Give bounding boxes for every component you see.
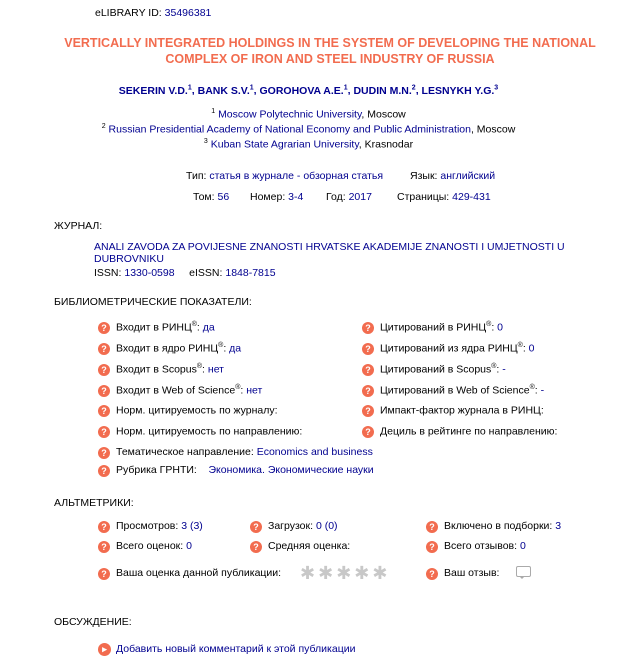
- your-rating-label: Ваша оценка данной публикации:: [116, 567, 282, 579]
- help-icon[interactable]: ?: [250, 541, 262, 553]
- author-link[interactable]: BANK S.V.$^1$: [197, 84, 254, 97]
- help-icon[interactable]: ?: [98, 426, 110, 438]
- help-icon[interactable]: ?: [98, 385, 110, 397]
- downloads: Загрузок: 0 (0): [268, 520, 338, 532]
- help-icon[interactable]: ?: [98, 322, 110, 334]
- biblio-indicator: Дециль в рейтинге по направлению:: [380, 425, 558, 438]
- biblio-indicator: Входит в РИНЦ®: да: [116, 321, 215, 334]
- article-language: Язык: английский: [410, 170, 496, 182]
- authors-list: SEKERIN V.D.$^1$, BANK S.V.$^1$, GOROHOVA A.E.$^1$, DUDIN M.N.$^2$, LESNYKH Y.G.$^3$: [118, 84, 499, 97]
- indicator-value[interactable]: 0: [497, 321, 503, 334]
- altmetrics-heading: АЛЬТМЕТРИКИ:: [54, 497, 134, 509]
- biblio-indicator: Норм. цитируемость по направлению:: [116, 425, 303, 438]
- ratings-count: Всего оценок: 0: [116, 540, 192, 552]
- indicator-value[interactable]: нет: [246, 384, 263, 397]
- indicator-value[interactable]: нет: [207, 363, 224, 376]
- star-icon[interactable]: ✱: [354, 563, 373, 583]
- star-icon[interactable]: ✱: [318, 563, 337, 583]
- help-icon[interactable]: ?: [98, 568, 110, 580]
- pages: Страницы: 429-431: [397, 191, 491, 203]
- help-icon[interactable]: ?: [98, 405, 110, 417]
- add-comment-icon[interactable]: ▸: [98, 643, 111, 656]
- volume: Том: 56: [193, 191, 230, 203]
- journal-heading: ЖУРНАЛ:: [54, 220, 103, 232]
- indicator-value[interactable]: 0: [528, 342, 535, 355]
- grnti-link[interactable]: Экономика. Экономические науки: [208, 464, 374, 476]
- help-icon[interactable]: ?: [362, 405, 374, 417]
- affiliation-link[interactable]: Kuban State Agrarian University: [210, 138, 359, 151]
- affiliation: $^1$ Moscow Polytechnic University, Moscow: [211, 108, 406, 121]
- help-icon[interactable]: ?: [362, 385, 374, 397]
- collections-link[interactable]: 3: [555, 520, 562, 532]
- indicator-value[interactable]: -: [502, 363, 506, 376]
- author-link[interactable]: LESNYKH Y.G.$^3$: [421, 84, 499, 97]
- biblio-indicator: Норм. цитируемость по журналу:: [116, 404, 278, 417]
- biblio-indicator: Цитирований в Scopus®: -: [380, 363, 506, 376]
- biblio-indicator: Цитирований в Web of Science®: -: [380, 384, 545, 397]
- journal-name[interactable]: ANALI ZAVODA ZA POVIJESNE ZNANOSTI HRVATSKE AKADEMIJE ZNANOSTI I UMJETNOSTI U DUBROVNIKU: [94, 241, 565, 265]
- help-icon[interactable]: ?: [98, 541, 110, 553]
- help-icon[interactable]: ?: [250, 521, 262, 533]
- indicator-value[interactable]: -: [540, 384, 545, 397]
- direction-link[interactable]: Economics and business: [256, 446, 373, 458]
- volume-link[interactable]: 56: [217, 191, 230, 203]
- biblio-heading: БИБЛИОМЕТРИЧЕСКИЕ ПОКАЗАТЕЛИ:: [54, 296, 252, 308]
- biblio-indicator: Входит в ядро РИНЦ®: да: [116, 342, 242, 355]
- issue-number: Номер: 3-4: [250, 191, 304, 203]
- help-icon[interactable]: ?: [426, 541, 438, 553]
- help-icon[interactable]: ?: [426, 568, 438, 580]
- help-icon[interactable]: ?: [426, 521, 438, 533]
- issue-link[interactable]: 3-4: [288, 191, 304, 203]
- author-link[interactable]: DUDIN M.N.$^2$: [353, 84, 416, 97]
- help-icon[interactable]: ?: [98, 465, 110, 477]
- help-icon[interactable]: ?: [362, 322, 374, 334]
- help-icon[interactable]: ?: [98, 521, 110, 533]
- biblio-indicator: Входит в Scopus®: нет: [116, 363, 224, 376]
- biblio-indicator: Входит в Web of Science®: нет: [116, 384, 263, 397]
- help-icon[interactable]: ?: [362, 364, 374, 376]
- help-icon[interactable]: ?: [362, 426, 374, 438]
- help-icon[interactable]: ?: [98, 364, 110, 376]
- help-icon[interactable]: ?: [362, 343, 374, 355]
- article-type: Тип: статья в журнале - обзорная статья: [186, 170, 384, 182]
- star-icon[interactable]: ✱: [300, 563, 319, 583]
- average-rating: Средняя оценка:: [268, 540, 351, 552]
- add-comment-link[interactable]: Добавить новый комментарий к этой публикации: [116, 643, 356, 655]
- journal-issn: ISSN: 1330-0598 eISSN: 1848-7815: [94, 267, 276, 279]
- biblio-indicator: Импакт-фактор журнала в РИНЦ:: [380, 404, 544, 417]
- biblio-indicator: Цитирований в РИНЦ®: 0: [380, 321, 503, 334]
- author-link[interactable]: GOROHOVA A.E.$^1$: [259, 84, 348, 97]
- indicator-value[interactable]: да: [229, 342, 242, 355]
- affiliation: $^2$ Russian Presidential Academy of National Economy and Public Administration, Moscow: [101, 123, 516, 136]
- star-icon[interactable]: ✱: [336, 563, 355, 583]
- grnti: Рубрика ГРНТИ: Экономика. Экономические науки: [116, 464, 374, 476]
- affiliation: $^3$ Kuban State Agrarian University, Krasnodar: [203, 138, 414, 151]
- article-title: VERTICALLY INTEGRATED HOLDINGS IN THE SYSTEM OF DEVELOPING THE NATIONAL COMPLEX OF IRON AND STEEL INDUSTRY OF RUSSIA: [64, 36, 596, 66]
- your-review-label: Ваш отзыв:: [444, 567, 500, 579]
- help-icon[interactable]: ?: [98, 447, 110, 459]
- elibrary-id: eLIBRARY ID: 35496381: [95, 7, 212, 19]
- rating-stars[interactable]: [300, 563, 390, 584]
- comment-bubble-icon[interactable]: [516, 566, 531, 577]
- year: Год: 2017: [326, 191, 372, 203]
- star-icon[interactable]: ✱: [372, 563, 391, 583]
- affiliation-link[interactable]: Moscow Polytechnic University: [218, 108, 362, 121]
- year-link[interactable]: 2017: [348, 191, 372, 203]
- affiliation-link[interactable]: Russian Presidential Academy of National Economy and Public Administration: [108, 123, 471, 136]
- reviews-count: Всего отзывов: 0: [444, 540, 526, 552]
- help-icon[interactable]: ?: [98, 343, 110, 355]
- elibrary-id-link[interactable]: 35496381: [164, 7, 212, 19]
- direction: Тематическое направление: Economics and business: [116, 446, 373, 458]
- collections: Включено в подборки: 3: [444, 520, 562, 532]
- indicator-value[interactable]: да: [202, 321, 215, 334]
- views: Просмотров: 3 (3): [116, 520, 203, 532]
- discussion-heading: ОБСУЖДЕНИЕ:: [54, 616, 132, 628]
- biblio-indicator: Цитирований из ядра РИНЦ®: 0: [380, 342, 535, 355]
- author-link[interactable]: SEKERIN V.D.$^1$: [118, 84, 192, 97]
